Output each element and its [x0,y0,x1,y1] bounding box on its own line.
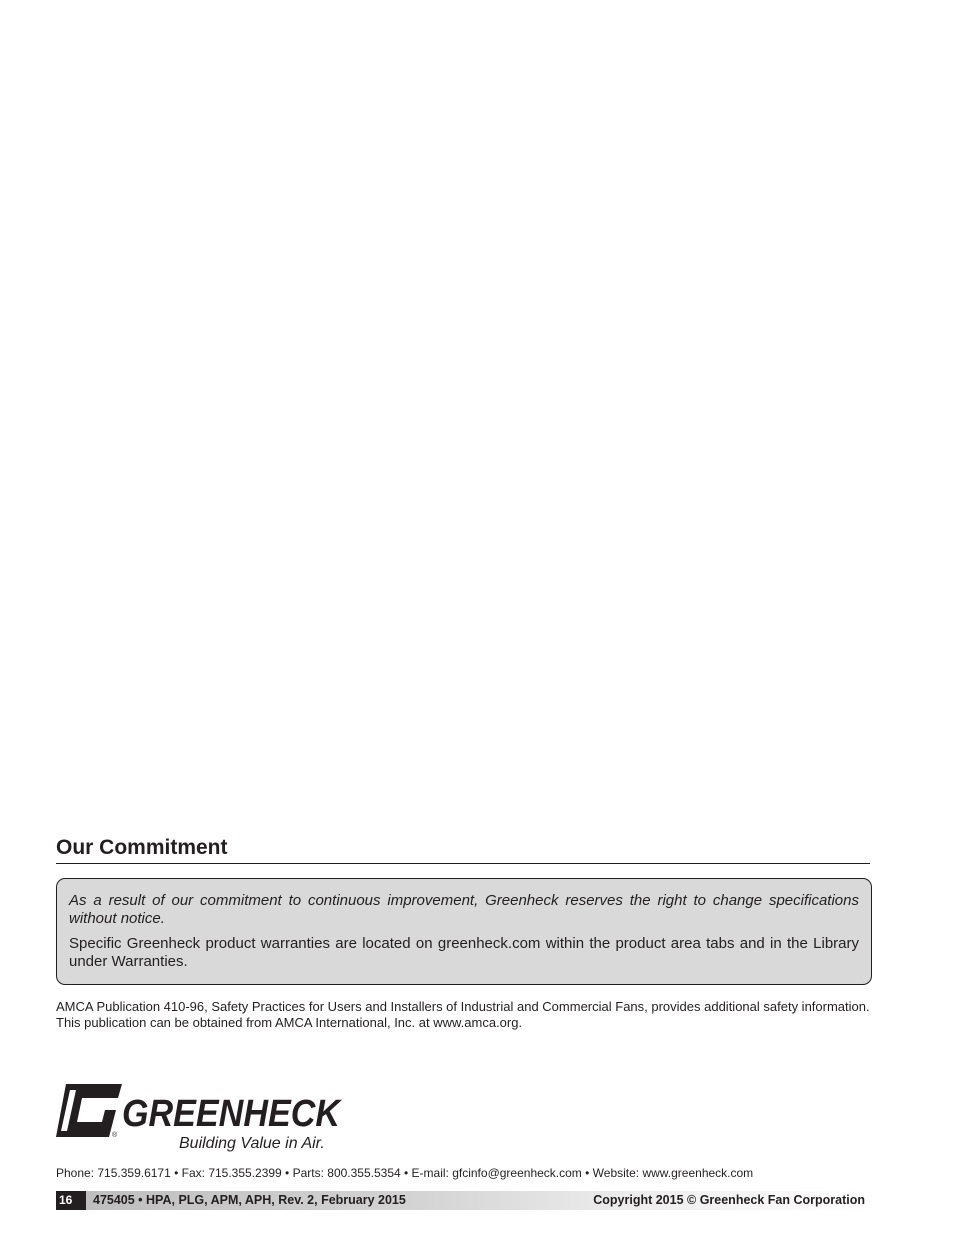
logo-tagline: Building Value in Air. [179,1135,325,1152]
notice-text-warranty: Specific Greenheck product warranties are located on greenheck.com within the product area tabs and in the Library under Warranties. [69,935,859,970]
document-id: 475405 • HPA, PLG, APM, APH, Rev. 2, February 2015 [93,1193,406,1207]
section-heading: Our Commitment [56,836,228,859]
footer-bar [56,1191,870,1210]
greenheck-emblem-icon [56,1084,122,1137]
page-number: 16 [56,1191,86,1210]
copyright-notice: Copyright 2015 © Greenheck Fan Corporation [593,1193,865,1207]
greenheck-logo-mark [56,1082,346,1156]
contact-line: Phone: 715.359.6171 • Fax: 715.355.2399 • Parts: 800.355.5354 • E-mail: gfcinfo@greenheck.com • Website: www.greenheck.com [56,1166,754,1180]
commitment-notice-box [56,878,872,985]
logo-wordmark: GREENHECK [122,1093,343,1135]
safety-note: AMCA Publication 410-96, Safety Practices for Users and Installers of Industrial and Commercial Fans, provides additional safety information. This publication can be obtained from AMCA International, Inc. at www.amca.org. [56,999,870,1030]
heading-divider [56,863,870,864]
notice-text-italic: As a result of our commitment to continuous improvement, Greenheck reserves the right to change specifications without notice. [69,892,859,927]
registered-mark: ® [112,1132,118,1139]
greenheck-logo [56,1082,346,1161]
